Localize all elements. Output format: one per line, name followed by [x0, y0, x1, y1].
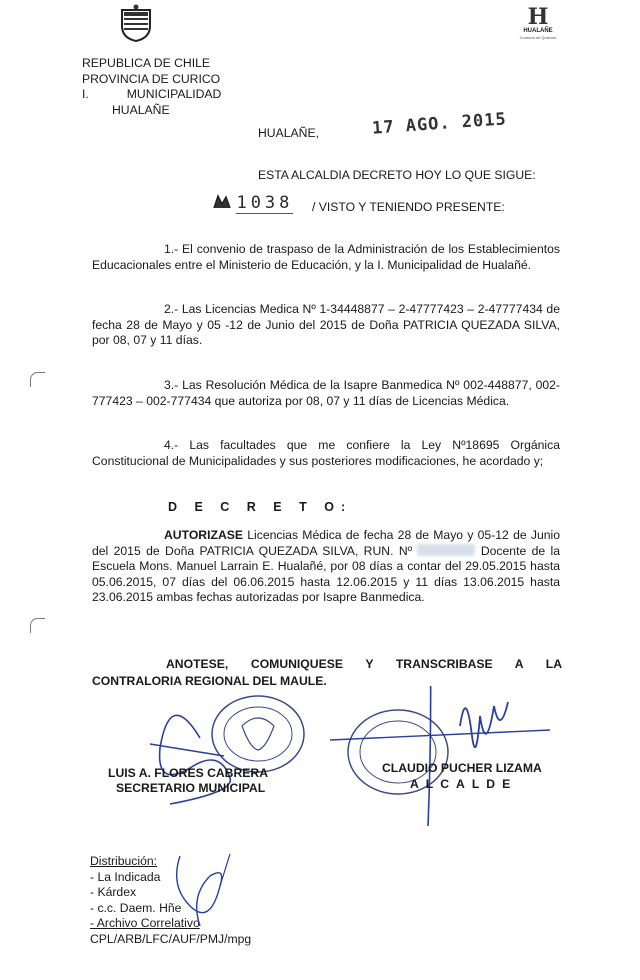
distribution-item: - Kárdex — [90, 885, 137, 899]
consideration-2: 2.- Las Licencias Medica Nº 1-34448877 – 2-47777423 – 2-47777434 de fecha 28 de Mayo y 05 -12 de Junio del 2015 de Doña PATRICIA QUEZADA SILVA, por 08, 07 y 11 días. — [92, 302, 560, 347]
resolution-text: AUTORIZASE Licencias Médica de fecha 28 de Mayo y 05-12 de Junio del 2015 de Doña PATRICIA QUEZADA SILVA, RUN. Nº Docente de la Escuela Mons. Manuel Larrain E. Hualañé, por 08 días a contar del 29.05.2015 hasta 05.06.2015, 07 días del 06.06.2015 hasta 12.06.2015 y 11 días 13.06.2015 hasta 23.06.2015 ambas fechas autorizadas por Isapre Banmedica. — [92, 528, 561, 604]
hualane-logo: H HUALAÑE Comuna de Quienes — [519, 4, 557, 40]
visto-line: / VISTO Y TENIENDO PRESENTE: — [312, 200, 505, 214]
distribution-initials: CPL/ARB/LFC/AUF/PMJ/mpg — [90, 931, 252, 946]
consideration-4: 4.- Las facultades que me confiere la Ley Nº18695 Orgánica Constitucional de Municipalidades y sus posteriores modificaciones, he acordado y; — [92, 438, 560, 468]
distribution-item: - Archivo Correlativo — [90, 916, 200, 930]
closing-line-1: ANOTESE, COMUNIQUESE Y TRANSCRIBASE A LA — [166, 657, 562, 671]
resolution-keyword: AUTORIZASE — [164, 528, 243, 542]
initials-scribble — [160, 846, 250, 932]
date-stamp: 17 AGO. 2015 — [371, 109, 508, 139]
secretary-name: LUIS A. FLORES CABRERA — [108, 766, 269, 780]
stamp-mark-icon — [212, 194, 232, 210]
punch-hole — [30, 618, 45, 633]
consideration-3: 3.- Las Resolución Médica de la Isapre Banmedica Nº 002-448877, 002-777423 – 002-777434 que autoriza por 08, 07 y 11 días de Licencias Médica. — [92, 378, 560, 408]
institution-header: REPUBLICA DE CHILE PROVINCIA DE CURICO I. MUNICIPALIDAD HUALAÑE — [82, 56, 222, 117]
distribution-item: - c.c. Daem. Hñe — [90, 900, 182, 915]
decree-number-block: 1038 — [212, 193, 293, 213]
mayor-name: CLAUDIO PUCHER LIZAMA — [382, 761, 542, 775]
seals-and-signatures — [130, 686, 570, 826]
distribution-title: Distribución: — [90, 854, 158, 868]
coat-of-arms-icon — [118, 4, 154, 42]
secretary-title: SECRETARIO MUNICIPAL — [116, 781, 266, 795]
closing-line-2: CONTRALORIA REGIONAL DEL MAULE. — [92, 674, 327, 688]
intro-line: ESTA ALCALDIA DECRETO HOY LO QUE SIGUE: — [258, 168, 536, 182]
place-label: HUALAÑE, — [258, 126, 319, 140]
mayor-title: ALCALDE — [410, 777, 518, 791]
consideration-1: 1.- El convenio de traspaso de la Administración de los Establecimientos Educacionales entre el Ministerio de Educación, y la I. Municipalidad de Hualañé. — [92, 242, 560, 272]
redacted-run — [417, 544, 475, 556]
punch-hole — [30, 372, 45, 387]
distribution-item: - La Indicada — [90, 869, 161, 884]
decreto-title: D E C R E T O: — [168, 500, 353, 514]
